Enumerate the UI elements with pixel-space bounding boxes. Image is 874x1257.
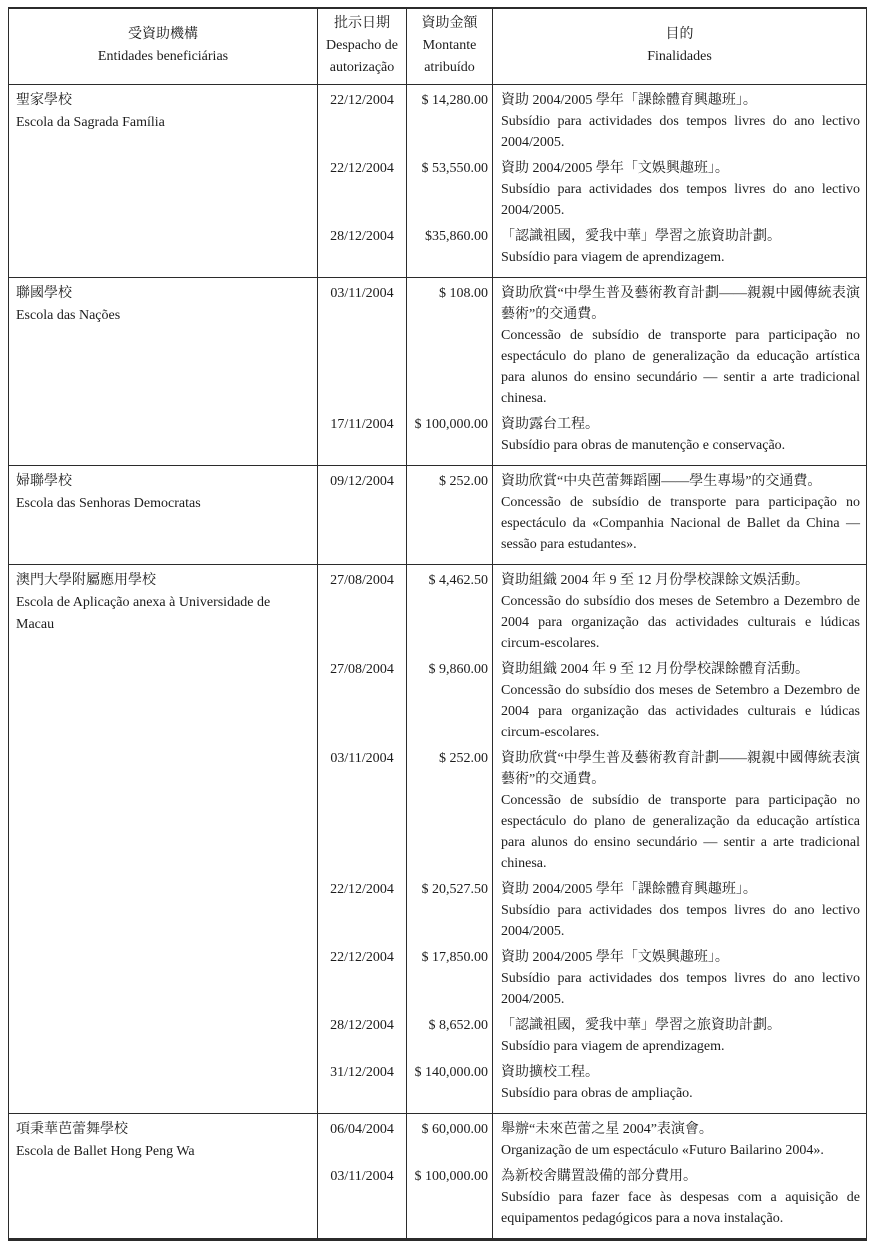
header-row [9, 8, 867, 84]
authorization-date: 27/08/2004 [318, 564, 407, 654]
grant-entry-row [9, 564, 867, 654]
purpose-text: 資助欣賞“中學生普及藝術教育計劃——親親中國傳統表演藝術”的交通費。 [501, 750, 860, 787]
grant-amount: $ 252.00 [407, 743, 493, 874]
grant-entry-row [9, 465, 867, 564]
purpose-text: 資助擴校工程。 [501, 1064, 599, 1080]
header-date-pt-2: autorização [329, 60, 395, 76]
grant-amount: $ 252.00 [407, 465, 493, 564]
purpose-text: Subsídio para actividades dos tempos livres do ano lectivo 2004/2005. [501, 970, 860, 1007]
authorization-date: 27/08/2004 [318, 654, 407, 743]
purpose-text: Subsídio para actividades dos tempos livres do ano lectivo 2004/2005. [501, 181, 860, 218]
purpose-text: 為新校舍購置設備的部分費用。 [501, 1168, 697, 1184]
purpose-text: 「認識祖國，愛我中華」學習之旅資助計劃。 [501, 1017, 781, 1033]
entity-name-pt: Escola de Ballet Hong Peng Wa [16, 1143, 195, 1159]
entity-name-pt: Escola das Nações [16, 307, 121, 323]
purpose-cell [493, 221, 867, 278]
purpose-text: Concessão de subsídio de transporte para participação no espectáculo do plano de generalização da educação artística para alunos do ensino secundário — sentir a arte tradicional chinesa. [501, 327, 860, 406]
entity-name-zh: 聖家學校 [16, 92, 72, 108]
grant-amount: $ 20,527.50 [407, 874, 493, 942]
grant-amount: $ 8,652.00 [407, 1010, 493, 1057]
header-purpose-zh: 目的 [665, 27, 694, 43]
purpose-text: 「認識祖國，愛我中華」學習之旅資助計劃。 [501, 228, 781, 244]
grant-amount: $ 140,000.00 [407, 1057, 493, 1114]
authorization-date: 17/11/2004 [318, 409, 407, 466]
header-amount [407, 8, 493, 84]
purpose-text: Concessão do subsídio dos meses de Setembro a Dezembro de 2004 para organização das actividades culturais e lúdicas circum-escolares. [501, 593, 860, 651]
authorization-date: 22/12/2004 [318, 84, 407, 153]
purpose-cell [493, 277, 867, 409]
purpose-cell [493, 409, 867, 466]
table-body [9, 84, 867, 1239]
grant-entry-row [9, 1113, 867, 1161]
purpose-cell [493, 1057, 867, 1114]
grant-amount: $ 4,462.50 [407, 564, 493, 654]
grant-entry-row [9, 84, 867, 153]
purpose-cell [493, 654, 867, 743]
purpose-text: Concessão de subsídio de transporte para participação no espectáculo da «Companhia Nacional de Ballet da China — sessão para estudantes». [501, 494, 860, 552]
header-date-zh: 批示日期 [334, 16, 390, 32]
entity-name-zh: 澳門大學附屬應用學校 [16, 572, 156, 588]
purpose-cell [493, 153, 867, 221]
entity-cell [9, 277, 318, 465]
purpose-cell [493, 942, 867, 1010]
entity-name-pt: Escola da Sagrada Família [16, 114, 165, 130]
purpose-text: Subsídio para fazer face às despesas com a aquisição de equipamentos pedagógicos para a nova instalação. [501, 1189, 860, 1226]
purpose-cell [493, 1113, 867, 1161]
grant-amount: $ 53,550.00 [407, 153, 493, 221]
authorization-date: 09/12/2004 [318, 465, 407, 564]
header-entity-pt: Entidades beneficiárias [97, 49, 229, 65]
purpose-cell [493, 1161, 867, 1240]
purpose-text: Organização de um espectáculo «Futuro Bailarino 2004». [501, 1142, 824, 1158]
purpose-text: 資助 2004/2005 學年「課餘體育興趣班」。 [501, 92, 757, 108]
authorization-date: 31/12/2004 [318, 1057, 407, 1114]
header-date [318, 8, 407, 84]
authorization-date: 22/12/2004 [318, 942, 407, 1010]
entity-cell [9, 84, 318, 277]
purpose-text: Concessão do subsídio dos meses de Setembro a Dezembro de 2004 para organização das actividades culturais e lúdicas circum-escolares. [501, 682, 860, 740]
authorization-date: 28/12/2004 [318, 221, 407, 278]
subsidy-table [8, 7, 867, 1241]
grant-amount: $ 100,000.00 [407, 1161, 493, 1240]
header-entity [9, 8, 318, 84]
entity-cell [9, 564, 318, 1113]
purpose-text: Subsídio para actividades dos tempos livres do ano lectivo 2004/2005. [501, 113, 860, 150]
purpose-text: 資助露台工程。 [501, 416, 599, 432]
grant-amount: $ 9,860.00 [407, 654, 493, 743]
grant-amount: $ 60,000.00 [407, 1113, 493, 1161]
purpose-text: 資助 2004/2005 學年「文娛興趣班」。 [501, 160, 729, 176]
purpose-cell [493, 743, 867, 874]
grant-entry-row [9, 277, 867, 409]
purpose-text: 舉辦“未來芭蕾之星 2004”表演會。 [501, 1121, 713, 1137]
purpose-text: Subsídio para viagem de aprendizagem. [501, 1038, 725, 1054]
entity-name-zh: 婦聯學校 [16, 473, 72, 489]
entity-cell [9, 465, 318, 564]
grant-amount: $ 100,000.00 [407, 409, 493, 466]
purpose-text: 資助組織 2004 年 9 至 12 月份學校課餘體育活動。 [501, 661, 809, 677]
grant-amount: $ 108.00 [407, 277, 493, 409]
entity-name-zh: 聯國學校 [16, 285, 72, 301]
purpose-text: 資助 2004/2005 學年「課餘體育興趣班」。 [501, 881, 757, 897]
authorization-date: 22/12/2004 [318, 874, 407, 942]
grant-amount: $ 17,850.00 [407, 942, 493, 1010]
purpose-text: Subsídio para viagem de aprendizagem. [501, 249, 725, 265]
authorization-date: 22/12/2004 [318, 153, 407, 221]
purpose-text: Subsídio para obras de ampliação. [501, 1085, 693, 1101]
header-amount-pt-2: atribuído [424, 60, 475, 76]
entity-name-zh: 項秉華芭蕾舞學校 [16, 1121, 128, 1137]
purpose-cell [493, 465, 867, 564]
purpose-cell [493, 564, 867, 654]
grant-amount: $ 14,280.00 [407, 84, 493, 153]
authorization-date: 06/04/2004 [318, 1113, 407, 1161]
header-purpose-pt: Finalidades [647, 49, 712, 65]
entity-cell [9, 1113, 318, 1239]
authorization-date: 03/11/2004 [318, 1161, 407, 1240]
purpose-cell [493, 874, 867, 942]
authorization-date: 28/12/2004 [318, 1010, 407, 1057]
entity-name-pt: Escola das Senhoras Democratas [16, 495, 201, 511]
purpose-cell [493, 1010, 867, 1057]
header-amount-zh: 資助金額 [421, 16, 478, 32]
purpose-text: Subsídio para obras de manutenção e conservação. [501, 437, 786, 453]
purpose-cell [493, 84, 867, 153]
authorization-date: 03/11/2004 [318, 277, 407, 409]
purpose-text: 資助欣賞“中學生普及藝術教育計劃——親親中國傳統表演藝術”的交通費。 [501, 285, 860, 322]
purpose-text: Concessão de subsídio de transporte para participação no espectáculo do plano de generalização da educação artística para alunos do ensino secundário — sentir a arte tradicional chinesa. [501, 792, 860, 871]
authorization-date: 03/11/2004 [318, 743, 407, 874]
entity-name-pt: Escola de Aplicação anexa à Universidade de Macau [16, 594, 271, 632]
purpose-text: 資助組織 2004 年 9 至 12 月份學校課餘文娛活動。 [501, 572, 809, 588]
header-date-pt-1: Despacho de [326, 38, 398, 54]
purpose-text: 資助 2004/2005 學年「文娛興趣班」。 [501, 949, 729, 965]
header-entity-zh: 受資助機構 [128, 27, 198, 43]
table-header [9, 8, 867, 84]
header-purpose [493, 8, 867, 84]
header-amount-pt-1: Montante [422, 38, 477, 54]
grant-amount: $35,860.00 [407, 221, 493, 278]
purpose-text: 資助欣賞“中央芭蕾舞蹈團——學生專場”的交通費。 [501, 473, 822, 489]
purpose-text: Subsídio para actividades dos tempos livres do ano lectivo 2004/2005. [501, 902, 860, 939]
